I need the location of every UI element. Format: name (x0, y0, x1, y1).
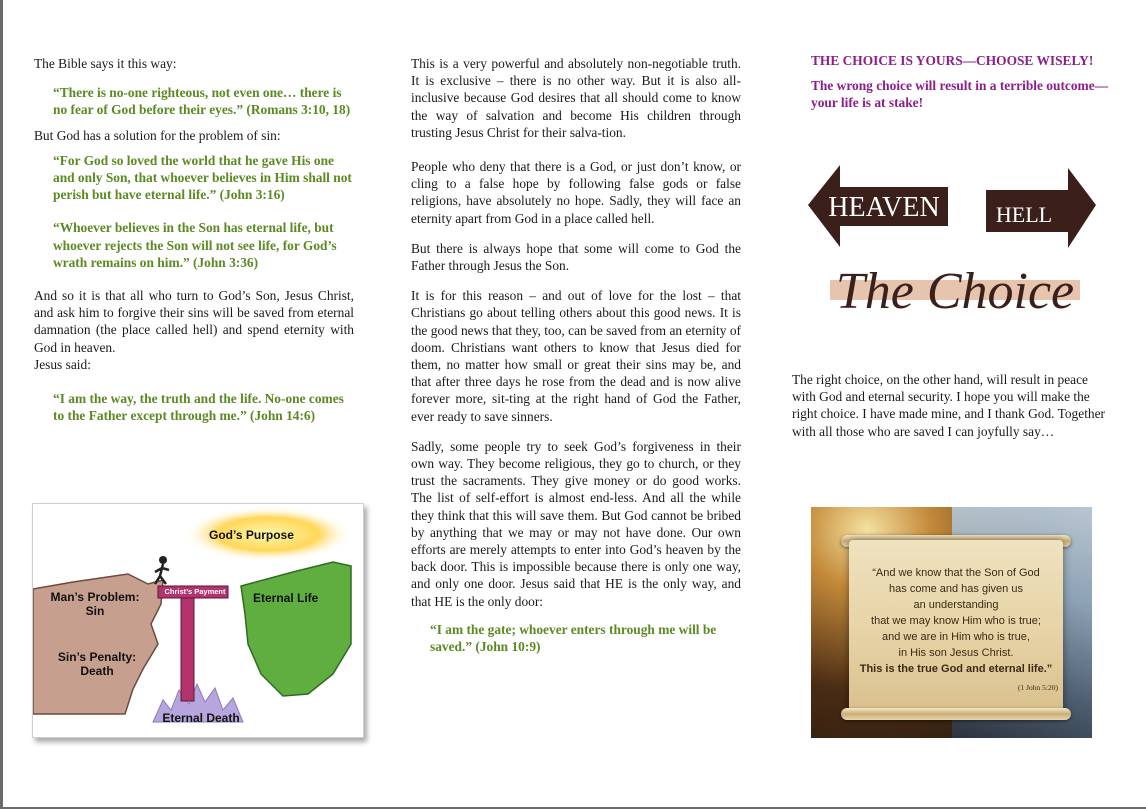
scroll-reference: (1 John 5:20) (1018, 683, 1058, 692)
scroll-line: “And we know that the Son of God (872, 567, 1040, 579)
column-right-paragraph (792, 371, 1114, 440)
hell-label: HELL (995, 202, 1053, 227)
column-left (34, 55, 354, 424)
scroll-line: an understanding (913, 599, 999, 611)
jesus-said-line: Jesus said: (34, 356, 91, 372)
heaven-label: HEAVEN (828, 192, 940, 223)
scripture-scroll-image (811, 507, 1092, 738)
heaven-hell-choice-art (800, 160, 1105, 340)
paragraph-non-negotiable: This is a very powerful and absolutely non-negotiable truth. It is exclusive – there is no other way. But it is also all-inclusive because God desires that all should come to know the way of salvation and become His children through trusting Jesus Christ for their salva-tion. (411, 56, 741, 140)
eternal-death-label: Eternal Death (162, 711, 240, 725)
the-choice-title: The Choice (835, 263, 1075, 320)
scroll-line: has come and has given us (889, 583, 1023, 595)
scroll-line: This is the true God and eternal life.” (859, 663, 1053, 675)
quote-john-14-6: “I am the way, the truth and the life. No-one comes to the Father except through me.” (John 14:6) (53, 391, 344, 424)
quote-john-3-36: “Whoever believes in the Son has eternal life, but whoever rejects the Son will not see life, for God’s wrath remains on him.” (John 3:36) (53, 220, 337, 270)
scroll-bottom-roll (841, 708, 1071, 720)
paragraph-always-hope: But there is always hope that some will come to God the Father through Jesus the Son. (411, 240, 741, 274)
cross-vertical (181, 586, 194, 701)
paragraph-right-choice: The right choice, on the other hand, will result in peace with God and eternal security. I hope you will make the right choice. I have made mine, and I thank God. Together with all those who are saved I can joyfully say… (792, 372, 1106, 439)
quote-romans: “There is no-one righteous, not even one… there is no fear of God before their eyes.” (Romans 3:10, 18) (53, 85, 351, 118)
bridge-diagram-art (33, 504, 363, 737)
scroll-line: in His son Jesus Christ. (898, 647, 1014, 659)
warning-heading: The wrong choice will result in a terrible outcome—your life is at stake! (811, 78, 1109, 111)
column-middle (411, 55, 741, 655)
page-left-border (0, 0, 3, 809)
sins-penalty-label: Sin’s Penalty: Death (57, 650, 137, 678)
scroll-line: that we may know Him who is true; (871, 615, 1041, 627)
quote-john-3-16: “For God so loved the world that he gave His one and only Son, that whoever believes in Him shall not perish but have eternal life.” (John 3:16) (53, 152, 352, 203)
christs-payment-label: Christ’s Payment (164, 587, 226, 596)
choice-heading: THE CHOICE IS YOURS—CHOOSE WISELY! (811, 53, 1094, 68)
column-right (811, 52, 1111, 112)
paragraph-turn-to-son: And so it is that all who turn to God’s Son, Jesus Christ, and ask him to forgive their sins will be saved from eternal damnation (the place called hell) and spend eternity with God in heaven. (34, 288, 354, 355)
quote-john-10-9: “I am the gate; whoever enters through me will be saved.” (John 10:9) (430, 621, 717, 655)
paragraph-deny-god: People who deny that there is a God, or just don’t know, or cling to a false hope by following false gods or false religions, have absolutely no hope. Sadly, they will face an eternity apart from God in a place called hell. (411, 159, 741, 226)
bridge-diagram (32, 503, 364, 738)
man-figure-head (159, 556, 167, 564)
eternal-life-label: Eternal Life (253, 591, 319, 605)
right-cliff (241, 562, 351, 696)
solution-line: But God has a solution for the problem of sin: (34, 127, 281, 143)
scroll-line: and we are in Him who is true, (882, 631, 1030, 643)
choice-arrows (800, 160, 1105, 340)
paragraph-self-effort: Sadly, some people try to seek God’s forgiveness in their own way. They become religious, they go to church, or they trust the sacraments. They give money or do good works. The list of self-effort is almost end-less. And all the while they think that this will save them. But God cannot be bribed by anything that we may or may not have done. Our own efforts are merely attempts to enter into God’s heaven by the back door. This is impossible because there is only one way, and only one door. Jesus said that HE is the only way, and that HE is the only door: (411, 438, 741, 609)
gods-purpose-label: God’s Purpose (209, 528, 294, 542)
paragraph-good-news: It is for this reason – and out of love for the lost – that Christians go about telling others about this good news. It is the good news that they, too, can be saved from an eternity of doom. Christians want others to know that Jesus died for them, no matter how small or great their sins may be, and that after three days he rose from the dead and is now alive forever more, sit-ting at the right hand of God the Father, ever ready to save sinners. (411, 288, 741, 424)
intro-line: The Bible says it this way: (34, 56, 177, 71)
mans-problem-label: Man’s Problem: Sin (50, 590, 140, 618)
scroll-verse (851, 565, 1061, 677)
